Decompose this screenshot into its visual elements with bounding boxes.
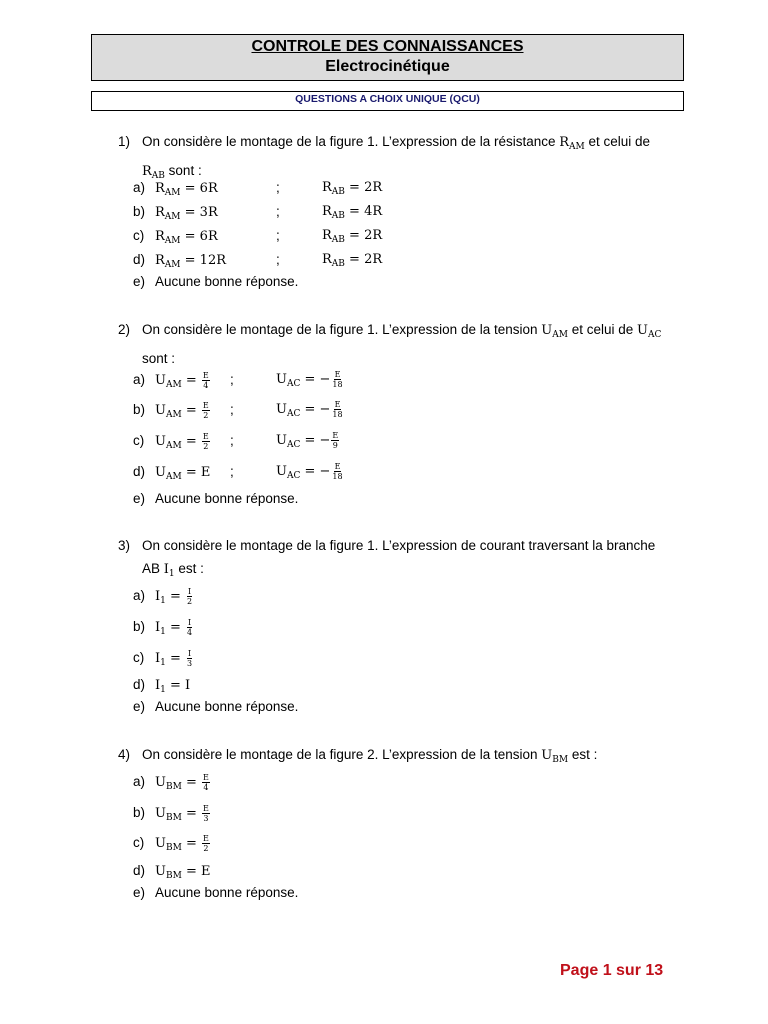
option-2b[interactable]: b) $U_{AM}$ = $\frac{E}{2}$ ; $U_{AC}$ = − $\frac{E}{18}$ [133,400,343,420]
option-1a[interactable]: a) $R_{AM} = 6R$ ; $R_{AB} = 2R$ [133,180,383,198]
option-2e[interactable]: e) Aucune bonne réponse. [133,491,299,506]
math-var: $U_{AM}$ [541,323,568,340]
option-1e[interactable]: e) Aucune bonne réponse. [133,274,299,289]
question-text: On considère le montage de la figure 1. L’expression de la tension [142,322,542,337]
document-title: CONTROLE DES CONNAISSANCES [251,38,524,55]
math-var: $I_1$ [163,562,175,579]
math-var: $U_{BM}$ [541,748,569,765]
page-number: Page 1 sur 13 [560,962,664,979]
option-4c[interactable]: c) $U_{BM}$ = $\frac{E}{2}$ [133,833,209,853]
question-number: 2) [118,322,131,337]
option-3e[interactable]: e) Aucune bonne réponse. [133,699,299,714]
question-text: On considère le montage de la figure 1. L’expression de courant traversant la branche [142,538,656,553]
title-box [91,34,684,81]
question-2 [118,318,661,370]
document-subtitle: Electrocinétique [325,58,450,75]
math-var: $R_{AB}$ [142,164,165,181]
option-4b[interactable]: b) $U_{BM}$ = $\frac{E}{3}$ [133,803,209,823]
question-text-end: est : [568,747,598,762]
option-4e[interactable]: e) Aucune bonne réponse. [133,885,299,900]
question-text-end: est : [174,561,204,576]
math-var: $R_{AM}$ [559,135,585,152]
option-1b[interactable]: b) $R_{AM} = 3R$ ; $R_{AB} = 4R$ [133,204,383,222]
option-1d[interactable]: d) $R_{AM} = 12R$ ; $R_{AB} = 2R$ [133,252,383,270]
question-text-end: sont : [164,163,202,178]
question-number: 3) [118,538,131,553]
question-4 [118,743,597,772]
question-text: On considère le montage de la figure 1. L’expression de la résistance [142,134,560,149]
option-1c[interactable]: c) $R_{AM} = 6R$ ; $R_{AB} = 2R$ [133,228,383,246]
option-3c[interactable]: c) $I_1$ = $\frac{I}{3}$ [133,648,193,668]
question-text-end: sont : [142,351,176,366]
question-text: On considère le montage de la figure 2. L’expression de la tension [142,747,542,762]
section-heading: QUESTIONS A CHOIX UNIQUE (QCU) [91,91,684,111]
option-2a[interactable]: a) $U_{AM}$ = $\frac{E}{4}$ ; $U_{AC}$ = − $\frac{E}{18}$ [133,370,343,390]
option-3a[interactable]: a) $I_1$ = $\frac{I}{2}$ [133,586,193,606]
question-text-cont: et celui de [567,322,637,337]
option-2c[interactable]: c) $U_{AM}$ = $\frac{E}{2}$ ; $U_{AC}$ = − $\frac{E}{9}$ [133,431,339,451]
option-4d[interactable]: d) $U_{BM} = E$ [133,863,211,881]
question-number: 4) [118,747,131,762]
math-var: $U_{AC}$ [637,323,662,340]
question-text-cont: AB [142,561,164,576]
option-3b[interactable]: b) $I_1$ = $\frac{I}{4}$ [133,617,193,637]
question-3 [118,534,655,586]
option-4a[interactable]: a) $U_{BM}$ = $\frac{E}{4}$ [133,772,209,792]
option-2d[interactable]: d) $U_{AM} = E$ ; $U_{AC}$ = − $\frac{E}{18}$ [133,462,343,482]
question-number: 1) [118,134,131,149]
option-3d[interactable]: d) $I_1 = I$ [133,677,191,695]
question-text-cont: et celui de [584,134,651,149]
